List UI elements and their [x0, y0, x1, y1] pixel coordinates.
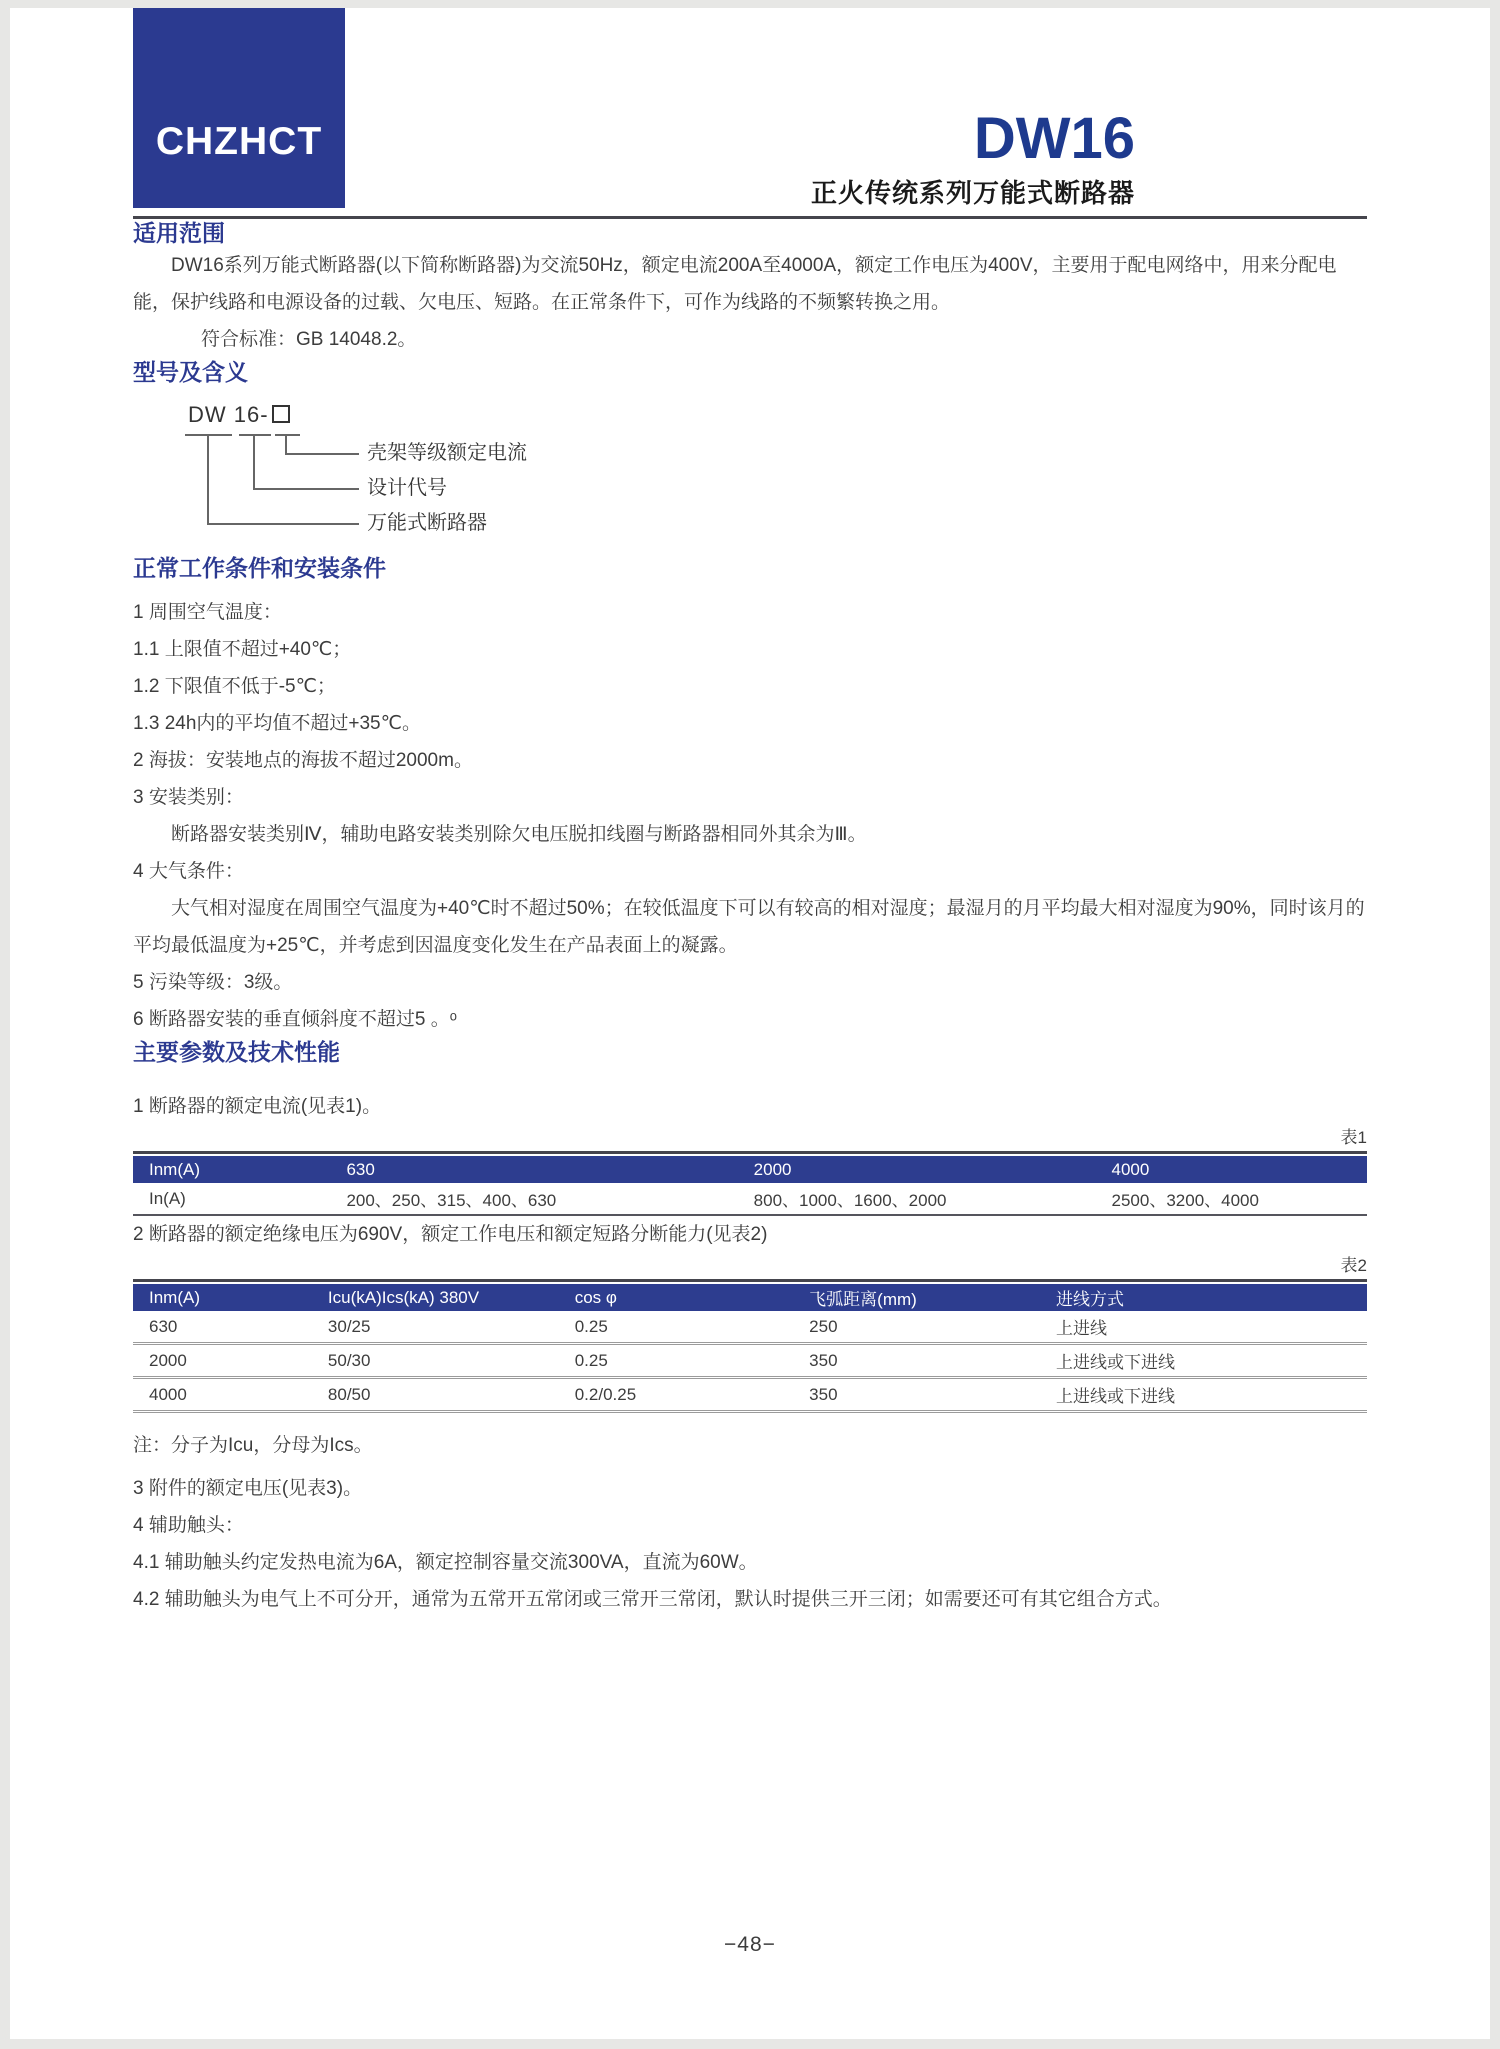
condition-item: 断路器安装类别Ⅳ，辅助电路安装类别除欠电压脱扣线圈与断路器相同外其余为Ⅲ。: [171, 824, 867, 845]
condition-item: 5 污染等级：3级。: [133, 972, 293, 993]
table2-header-cell: 进线方式: [1040, 1282, 1367, 1311]
table2-data-row: [133, 1311, 1367, 1342]
table2-cell: 80/50: [312, 1376, 559, 1410]
table2-data-row: [133, 1376, 1367, 1410]
product-subtitle: 正火传统系列万能式断路器: [810, 178, 1135, 208]
condition-item: 3 安装类别：: [133, 787, 244, 808]
param-item-4: 4 辅助触头：: [133, 1515, 244, 1536]
section-title-conditions: 正常工作条件和安装条件: [133, 555, 386, 581]
table1-cell: 800、1000、1600、2000: [753, 1191, 947, 1210]
table2-cell: 0.25: [559, 1342, 793, 1376]
connector-line: [253, 488, 359, 490]
model-label-frame-current: 壳架等级额定电流: [367, 442, 527, 464]
table1-header-cell: 2000: [738, 1154, 1096, 1183]
table2-cell: 上进线或下进线: [1040, 1342, 1367, 1376]
connector-line: [285, 434, 287, 455]
table2-cell: 350: [793, 1342, 1040, 1376]
param-item-3: 3 附件的额定电压(见表3)。: [133, 1478, 363, 1499]
model-label-design-code: 设计代号: [367, 477, 447, 499]
table2-cell: 0.2/0.25: [559, 1376, 793, 1410]
table1-cell: 2500、3200、4000: [1111, 1191, 1259, 1210]
connector-line: [207, 434, 209, 525]
underline-segment: [275, 434, 300, 436]
table2-data-row: [133, 1342, 1367, 1376]
param-item-4-1: 4.1 辅助触头约定发热电流为6A，额定控制容量交流300VA，直流为60W。: [133, 1552, 758, 1573]
section-title-parameters: 主要参数及技术性能: [133, 1039, 340, 1065]
scope-standard-line: 符合标准：GB 14048.2。: [201, 329, 417, 350]
table-breaking-capacity: [133, 1279, 1367, 1413]
table2-header-cell: 飞弧距离(mm): [793, 1282, 1040, 1311]
table1-header-cell: 4000: [1096, 1154, 1367, 1183]
table-rated-current: [133, 1151, 1367, 1216]
connector-line: [207, 523, 359, 525]
table2-cell: 4000: [133, 1376, 312, 1410]
condition-item: 6 断路器安装的垂直倾斜度不超过5 。ᵒ: [133, 1009, 457, 1030]
table2-cell: 250: [809, 1316, 838, 1336]
condition-item: 4 大气条件：: [133, 861, 244, 882]
table2-cell: 50/30: [312, 1342, 559, 1376]
datasheet-page: [10, 8, 1490, 2039]
page-header: [133, 8, 1367, 219]
table2-header-cell: Inm(A): [133, 1282, 312, 1311]
page-content: [10, 219, 1490, 1618]
table2-label: 表2: [1340, 1256, 1367, 1275]
table2-note: 注：分子为Icu，分母为Ics。: [133, 1435, 373, 1456]
section-title-model: 型号及含义: [133, 359, 248, 385]
table2-cell: 0.25: [574, 1316, 608, 1336]
param-item-1: 1 断路器的额定电流(见表1)。: [133, 1096, 382, 1117]
product-code: DW16: [973, 106, 1135, 171]
table1-header-row: [133, 1154, 1367, 1183]
table2-cell: 上进线: [1055, 1319, 1107, 1338]
model-code: [188, 402, 290, 428]
model-label-breaker-type: 万能式断路器: [367, 512, 487, 534]
condition-item: 1.1 上限值不超过+40℃；: [133, 639, 352, 660]
table1-header-cell: 630: [330, 1154, 737, 1183]
table2-cell: 2000: [133, 1342, 312, 1376]
connector-line: [285, 453, 359, 455]
table1-label: 表1: [1340, 1128, 1367, 1147]
condition-item: 2 海拔：安装地点的海拔不超过2000m。: [133, 750, 473, 771]
table2-header-cell: cos φ: [559, 1282, 793, 1311]
table2-cell: 350: [793, 1376, 1040, 1410]
condition-item: 1.2 下限值不低于-5℃；: [133, 676, 336, 697]
table2-header-row: [133, 1282, 1367, 1311]
condition-item: 大气相对湿度在周围空气温度为+40℃时不超过50%；在较低温度下可以有较高的相对湿度；最湿月的月平均最大相对湿度为90%，同时该月的平均最低温度为+25℃，并考虑到因温度变化发生在产品表面上的凝露。: [133, 898, 1365, 956]
param-item-2: 2 断路器的额定绝缘电压为690V，额定工作电压和额定短路分断能力(见表2): [133, 1224, 768, 1245]
model-code-text: DW 16-: [188, 402, 269, 427]
table1-header-cell: Inm(A): [133, 1154, 330, 1183]
connector-line: [253, 434, 255, 490]
table1-cell: 200、250、315、400、630: [346, 1191, 557, 1210]
condition-item: 1 周围空气温度：: [133, 602, 282, 623]
table1-cell: In(A): [149, 1188, 186, 1208]
param-item-4-2: 4.2 辅助触头为电气上不可分开，通常为五常开五常闭或三常开三常闭，默认时提供三开三闭；如需要还可有其它组合方式。: [133, 1589, 1172, 1610]
product-title-block: [810, 106, 1135, 210]
frame-placeholder-box-icon: [272, 405, 290, 423]
table1-data-row: [133, 1183, 1367, 1214]
table2-cell: 630: [149, 1316, 178, 1336]
table2-cell: 30/25: [327, 1316, 371, 1336]
page-number: −48−: [724, 1933, 776, 1956]
underline-segment: [239, 434, 271, 436]
brand-logo-text: CHZHCT: [155, 120, 323, 163]
section-title-scope: 适用范围: [133, 220, 225, 246]
model-designation-diagram: [133, 402, 1367, 554]
table2-cell: 上进线或下进线: [1040, 1376, 1367, 1410]
condition-item: 1.3 24h内的平均值不超过+35℃。: [133, 713, 421, 734]
table2-header-cell: Icu(kA)Ics(kA) 380V: [312, 1282, 559, 1311]
brand-logo: [133, 8, 345, 208]
conditions-list: [133, 594, 1367, 1038]
scope-paragraph: DW16系列万能式断路器(以下简称断路器)为交流50Hz，额定电流200A至4000A，额定工作电压为400V，主要用于配电网络中，用来分配电能，保护线路和电源设备的过载、欠电压、短路。在正常条件下，可作为线路的不频繁转换之用。: [133, 255, 1337, 313]
